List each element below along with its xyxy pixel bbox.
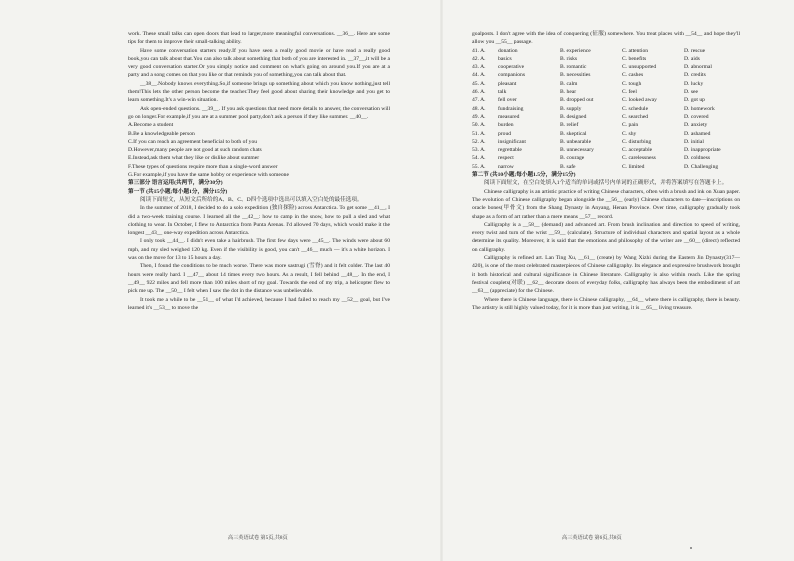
mcq-number: 47. A. xyxy=(472,97,486,104)
mcq-number: 55. A. xyxy=(472,163,486,170)
mcq-option-c: C. looked away xyxy=(622,97,657,104)
mcq-option-d: D. homework xyxy=(684,105,715,112)
mcq-option-c: C. cashes xyxy=(622,72,644,79)
paragraph-teacher: __38__.Nobody knows everything.So,if someone brings up something about which you know nothing,just tell them!This lets the other person become the teacher.They feel good about sharing their knowledge and you get to learn something.It's a win-win situation. xyxy=(128,80,390,104)
paragraph-conversation-starters: Have some conversation starters ready.If you have seen a really good movie or have read a really good book,you can talk about that.You can also talk about something that both of you are interested in. __37__,it will be a very good conversation starter.Or you simply notice and comment on what's going on around you.If you are at a party and a song comes on that you like or that reminds you of something,you can talk about that. xyxy=(128,47,390,79)
mcq-option-d: D. credits xyxy=(684,72,706,79)
mcq-option-b: B. designed xyxy=(560,113,587,120)
mcq-option-b: B. romantic xyxy=(560,64,587,71)
mcq-option-d: D. lucky xyxy=(684,80,704,87)
mcq-number: 54. A. xyxy=(472,155,486,162)
mcq-option-b: B. dropped out xyxy=(560,97,594,104)
calligraphy-paragraph: Calligraphy is refined art. Lan Ting Xu, __61__ (create) by Wang Xizhi during the Eastern Jin Dynasty(317—420), is one of the most celebrated masterpieces of Chinese calligraphy. Its elegance and expressive brushwork brought it both historical and cultural significance in Chinese literature. Calligraphy is also within reach. Like the spring festival couplets(对联) __62__ decorate doors of everyday folks, calligraphy has always been the embodiment of art __63__ (appreciate) for the Chinese. xyxy=(472,255,740,295)
mcq-option-c: C. searched xyxy=(622,113,649,120)
mcq-option-a: cooperative xyxy=(498,64,525,71)
mcq-option-d: D. anxiety xyxy=(684,122,708,129)
mcq-option-b: B. courage xyxy=(560,155,585,162)
mcq-option-a: proud xyxy=(498,130,512,137)
mcq-option-a: fell over xyxy=(498,97,517,104)
paragraph-open-ended: Ask open-ended questions. __39__. If you ask questions that need more details to answer, the conversation will go on longer.For example,if you are at a summer pool party,don't ask a person if they like summer. __40__. xyxy=(128,105,390,120)
paragraph-goalposts: goalposts. I don't agree with the idea of conquering (征服) somewhere. You treat places with __54__ and hope they'll allow you __55__ passage. xyxy=(472,31,740,46)
instructions: 阅读下面短文，在空白处填入1个适当的单词或括号内单词的正确形式，并将答案填写在答题卡上。 xyxy=(484,180,728,187)
option-item: G.For example,if you have the same hobby or experience with someone xyxy=(128,172,289,179)
story-paragraph: I only took __44__. I didn't even take a hairbrush. The first few days were __45__. The winds were about 60 mph, and my sled weighed 120 kg. Even if the visibility is good, you can't __46__ much — it's a white horizon. I was on the move for 13 to 15 hours a day. xyxy=(128,238,390,262)
story-paragraph: It took me a while to be __51__ of what I'd achieved, because I had failed to reach my __52__ goal, but I've learned it's __53__ to move the xyxy=(128,296,390,311)
mcq-option-c: C. attention xyxy=(622,47,649,54)
mcq-option-b: B. unnecessary xyxy=(560,147,594,154)
mcq-option-a: talk xyxy=(498,89,507,96)
mcq-option-c: C. tough xyxy=(622,80,642,87)
mcq-option-c: C. schedule xyxy=(622,105,649,112)
mcq-option-d: D. coldness xyxy=(684,155,711,162)
page-footer-left: 高三英语试卷 第5页,共8页 xyxy=(228,535,288,541)
mcq-option-a: narrow xyxy=(498,163,514,170)
mcq-option-a: companions xyxy=(498,72,526,79)
page-gutter xyxy=(440,0,443,561)
mcq-option-d: D. got up xyxy=(684,97,705,104)
mcq-number: 43. A. xyxy=(472,64,486,71)
mcq-option-a: insignificant xyxy=(498,138,526,145)
option-item: A.Become a student xyxy=(128,122,174,129)
subsection-heading: 第二节 (共10小题;每小题1.5分，满分15分) xyxy=(472,172,576,179)
mcq-number: 41. A. xyxy=(472,47,486,54)
mcq-number: 50. A. xyxy=(472,122,486,129)
mcq-option-a: basics xyxy=(498,55,512,62)
option-list xyxy=(128,121,390,179)
mcq-option-a: pleasant xyxy=(498,80,517,87)
calligraphy-paragraph: Where there is Chinese language, there is Chinese calligraphy, __64__ where there is calligraphy, there is beauty. The artistry is still highly valued today, for it is more than just writing, it is __65__ living treasure. xyxy=(472,296,740,311)
story-paragraph: Then, I found the conditions to be much worse. There was more sastrugi (雪脊) and it felt colder. The last 40 hours were really hard. I __47__ about 14 times every two hours. As a result, I fell behind __48__. In the end, I __49__ 922 miles and fell more than 100 miles short of my goal. Towards the end of my trip, a helicopter flew to pick me up. The __50__ I felt when I saw the dot in the distance was unbelievable. xyxy=(128,263,390,295)
mcq-option-c: C. limited xyxy=(622,163,645,170)
mcq-option-c: C. shy xyxy=(622,130,637,137)
mcq-option-b: B. risks xyxy=(560,55,578,62)
mcq-option-b: B. skeptical xyxy=(560,130,587,137)
story-paragraph: In the summer of 2018, I decided to do a solo expedition (独自探险) across Antarctica. To get some __41__, I did a two-week training course. I learned all the __42__: how to camp in the snow, how to pull a sled and what clothing to wear. In October, I flew to Antarctica from Punta Arenas. I'd allowed 70 days, which would make it the longest __43__ one-way expedition across Antarctica. xyxy=(128,205,390,237)
mcq-option-d: D. covered xyxy=(684,113,709,120)
mcq-option-b: B. supply xyxy=(560,105,582,112)
mcq-option-b: B. safe xyxy=(560,163,576,170)
mcq-option-a: respect xyxy=(498,155,514,162)
mcq-option-b: B. hear xyxy=(560,89,577,96)
mcq-option-b: B. calm xyxy=(560,80,578,87)
mcq-number: 53. A. xyxy=(472,147,486,154)
option-item: E.Instead,ask them what they like or dislike about summer xyxy=(128,155,260,162)
mcq-option-b: B. unbearable xyxy=(560,138,592,145)
mcq-option-a: measured xyxy=(498,113,520,120)
left-page xyxy=(128,30,390,312)
mcq-number: 51. A. xyxy=(472,130,486,137)
scan-speck xyxy=(690,547,692,549)
mcq-option-b: B. relief xyxy=(560,122,579,129)
mcq-option-d: D. inappropriate xyxy=(684,147,721,154)
mcq-option-c: C. pain xyxy=(622,122,639,129)
page-footer-right: 高三英语试卷 第6页,共8页 xyxy=(562,535,622,541)
mcq-option-d: D. abnormal xyxy=(684,64,712,71)
mcq-number: 42. A. xyxy=(472,55,486,62)
mcq-option-a: donation xyxy=(498,47,518,54)
option-item: D.However,many people are not good at such random chats xyxy=(128,147,262,154)
mcq-option-c: C. unsupported xyxy=(622,64,657,71)
mcq-option-c: C. carelessness xyxy=(622,155,656,162)
mcq-option-d: D. aids xyxy=(684,55,700,62)
mcq-option-d: D. see xyxy=(684,89,698,96)
calligraphy-paragraph: Chinese calligraphy is an artistic practice of writing Chinese characters, often with a brush and ink on Xuan paper. The evolution of Chinese calligraphy began alongside the __56__ (early) Chinese characters to date—inscriptions on oracle bones(甲骨文) from the Shang Dynasty in Anyang, Henan Province. Over time, calligraphy gradually took shape as a form of art rather than a mere means __57__ record. xyxy=(472,188,740,220)
mcq-option-c: C. acceptable xyxy=(622,147,653,154)
mcq-option-b: B. experience xyxy=(560,47,591,54)
mcq-option-c: C. benefits xyxy=(622,55,647,62)
mcq-number: 45. A. xyxy=(472,80,486,87)
mcq-option-b: B. necessities xyxy=(560,72,591,79)
mcq-option-a: regrettable xyxy=(498,147,522,154)
mcq-number: 49. A. xyxy=(472,113,486,120)
mcq-option-c: C. disturbing xyxy=(622,138,652,145)
mcq-option-d: D. ashamed xyxy=(684,130,711,137)
mcq-option-a: burden xyxy=(498,122,514,129)
mcq-option-d: D. Challenging xyxy=(684,163,719,170)
mcq-number: 44. A. xyxy=(472,72,486,79)
section-heading: 第三部分 语言运用(共两节，满分30分) xyxy=(128,180,223,187)
instructions: 阅读下面短文，从短文后所给的A、B、C、D四个选项中选出可以填入空白处的最佳选项。 xyxy=(140,196,363,203)
option-item: B.Be a knowledgeable person xyxy=(128,130,195,137)
right-page xyxy=(472,30,740,312)
mcq-number: 46. A. xyxy=(472,89,486,96)
paragraph-intro: work. These small talks can open doors that lead to larger,more meaningful conversations. __36__. Here are some tips for them to improve their small-talking ability. xyxy=(128,31,390,46)
mcq-option-c: C. feel xyxy=(622,89,637,96)
calligraphy-paragraph: Calligraphy is a __58__ (demand) and advanced art. From brush inclination and direction to speed of writing, every twist and turn of the wrist __59__ (calculate). Structure of individual characters and spatial layout as a whole determine its quality. Moreover, it is said that the emotions and philosophy of the writer are __60__ (direct) reflected on calligraphy. xyxy=(472,221,740,253)
mcq-option-a: fundraising xyxy=(498,105,524,112)
option-item: C.If you can reach an agreement beneficial to both of you xyxy=(128,138,258,145)
subsection-heading: 第一节 (共15小题;每小题1分，满分15分) xyxy=(128,188,228,195)
mcq-option-d: D. initial xyxy=(684,138,704,145)
option-item: F.These types of questions require more than a single-word answer xyxy=(128,163,278,170)
mcq-option-d: D. rescue xyxy=(684,47,706,54)
mcq-table xyxy=(472,47,740,171)
mcq-number: 52. A. xyxy=(472,138,486,145)
mcq-number: 48. A. xyxy=(472,105,486,112)
